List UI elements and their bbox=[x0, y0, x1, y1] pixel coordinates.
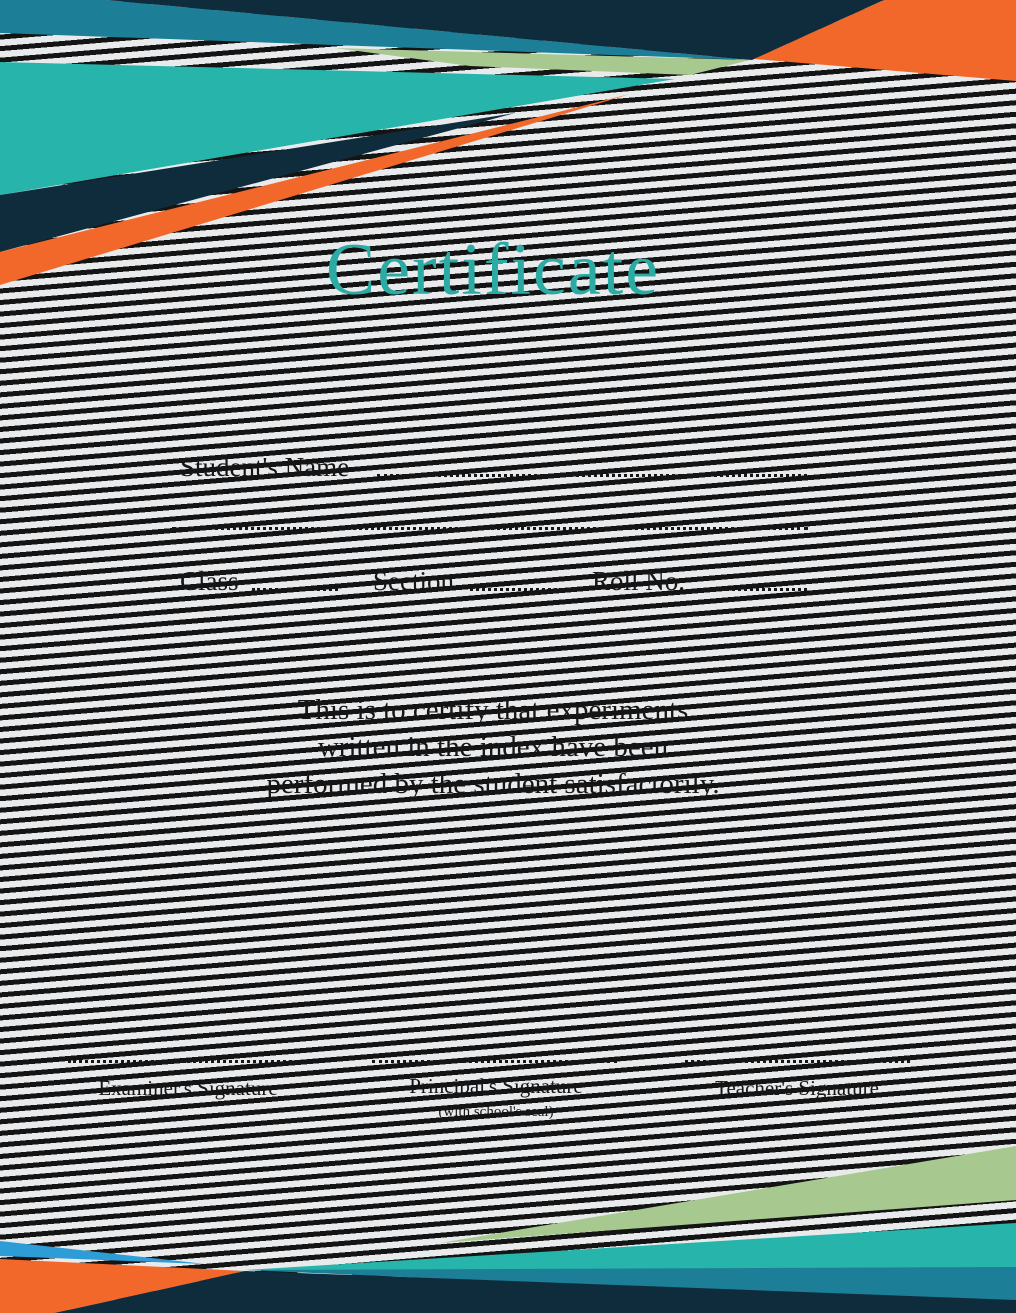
certify-paragraph bbox=[0, 692, 1001, 803]
class-label: Class bbox=[180, 566, 239, 596]
certify-line-3: performed by the student satisfactorily. bbox=[266, 768, 720, 800]
certificate-title: Certificate bbox=[325, 229, 661, 311]
principal-signature-line bbox=[372, 1060, 617, 1063]
student-name-dotted-line-2 bbox=[172, 527, 808, 530]
examiner-signature-label: Examiner's Signature bbox=[98, 1076, 278, 1100]
examiner-signature-line bbox=[68, 1060, 298, 1063]
roll-no-label: Roll No. bbox=[592, 566, 686, 596]
certify-line-2: written in the index have been bbox=[317, 731, 669, 763]
section-label: Section bbox=[373, 566, 454, 596]
roll-no-dotted-line bbox=[697, 588, 807, 591]
principal-signature-label: Principal's Signature bbox=[409, 1074, 583, 1098]
student-name-label: Student's Name bbox=[180, 452, 350, 482]
principal-signature-note: (with school's seal) bbox=[438, 1104, 554, 1120]
student-name-dotted-line bbox=[377, 474, 807, 477]
teacher-signature-label: Teacher's Signature bbox=[715, 1076, 879, 1100]
class-dotted-line bbox=[252, 588, 338, 591]
teacher-signature-line bbox=[685, 1060, 910, 1063]
certify-line-1: This is to certify that experiments bbox=[297, 694, 689, 726]
section-dotted-line bbox=[470, 588, 575, 591]
